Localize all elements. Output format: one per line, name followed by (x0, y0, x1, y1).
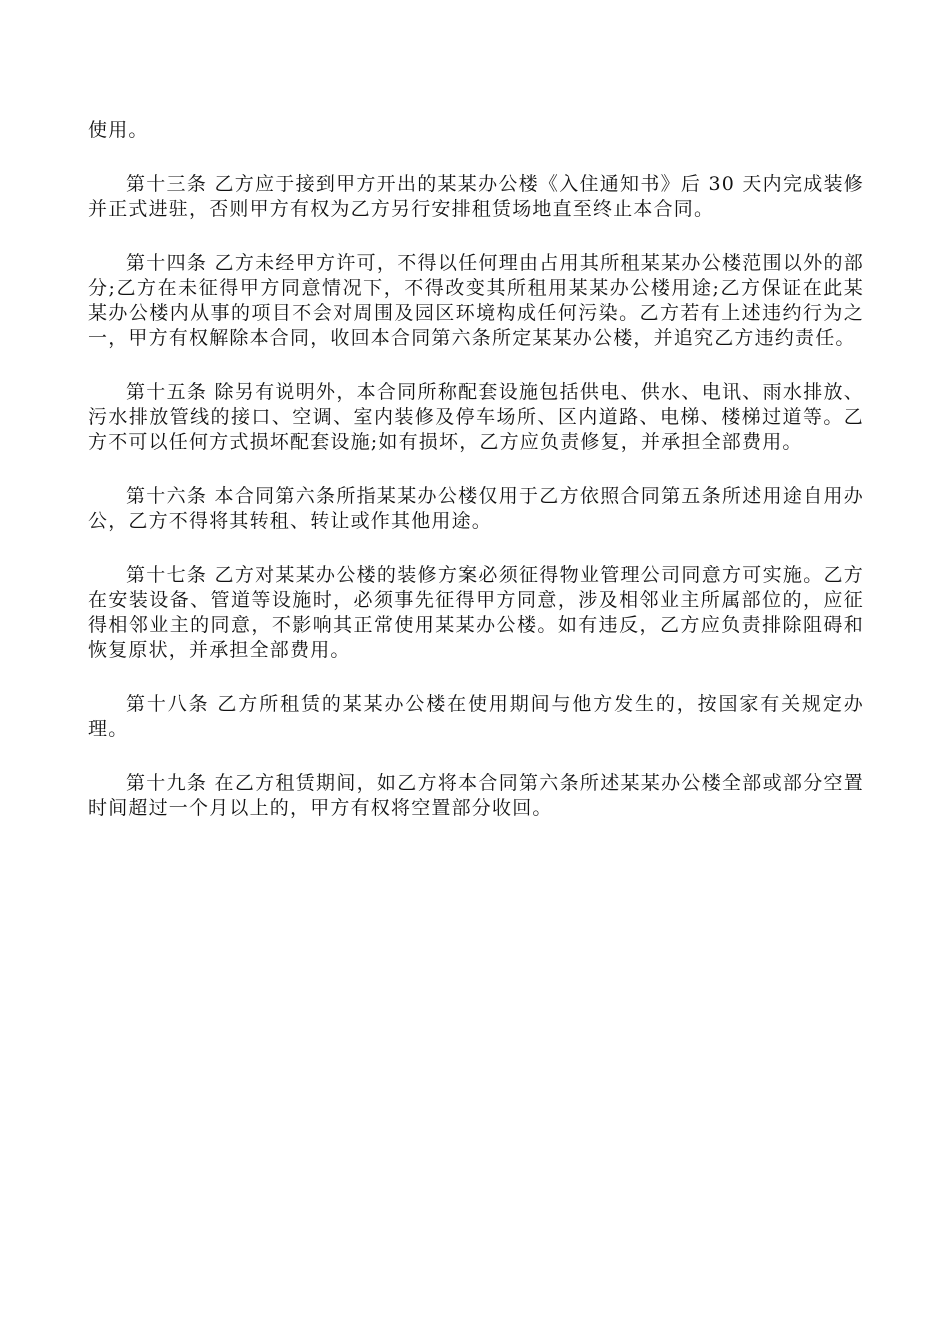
document-body (88, 118, 864, 850)
article-19: 第十九条 在乙方租赁期间，如乙方将本合同第六条所述某某办公楼全部或部分空置时间超过一个月以上的，甲方有权将空置部分收回。 (88, 772, 864, 819)
article-14: 第十四条 乙方未经甲方许可，不得以任何理由占用其所租某某办公楼范围以外的部分;乙方在未征得甲方同意情况下，不得改变其所租用某某办公楼用途;乙方保证在此某某办公楼内从事的项目不会对周围及园区环境构成任何污染。乙方若有上述违约行为之一，甲方有权解除本合同，收回本合同第六条所定某某办公楼，并追究乙方违约责任。 (88, 252, 864, 349)
article-18: 第十八条 乙方所租赁的某某办公楼在使用期间与他方发生的，按国家有关规定办理。 (88, 693, 864, 740)
article-17: 第十七条 乙方对某某办公楼的装修方案必须征得物业管理公司同意方可实施。乙方在安装设备、管道等设施时，必须事先征得甲方同意，涉及相邻业主所属部位的，应征得相邻业主的同意，不影响其正常使用某某办公楼。如有违反，乙方应负责排除阻碍和恢复原状，并承担全部费用。 (88, 564, 864, 661)
article-15: 第十五条 除另有说明外，本合同所称配套设施包括供电、供水、电讯、雨水排放、污水排放管线的接口、空调、室内装修及停车场所、区内道路、电梯、楼梯过道等。乙方不可以任何方式损坏配套设施;如有损坏，乙方应负责修复，并承担全部费用。 (88, 381, 864, 453)
article-13: 第十三条 乙方应于接到甲方开出的某某办公楼《入住通知书》后 30 天内完成装修并正式进驻，否则甲方有权为乙方另行安排租赁场地直至终止本合同。 (88, 173, 864, 220)
paragraph-continuation: 使用。 (88, 119, 149, 141)
article-16: 第十六条 本合同第六条所指某某办公楼仅用于乙方依照合同第五条所述用途自用办公，乙方不得将其转租、转让或作其他用途。 (88, 485, 864, 532)
